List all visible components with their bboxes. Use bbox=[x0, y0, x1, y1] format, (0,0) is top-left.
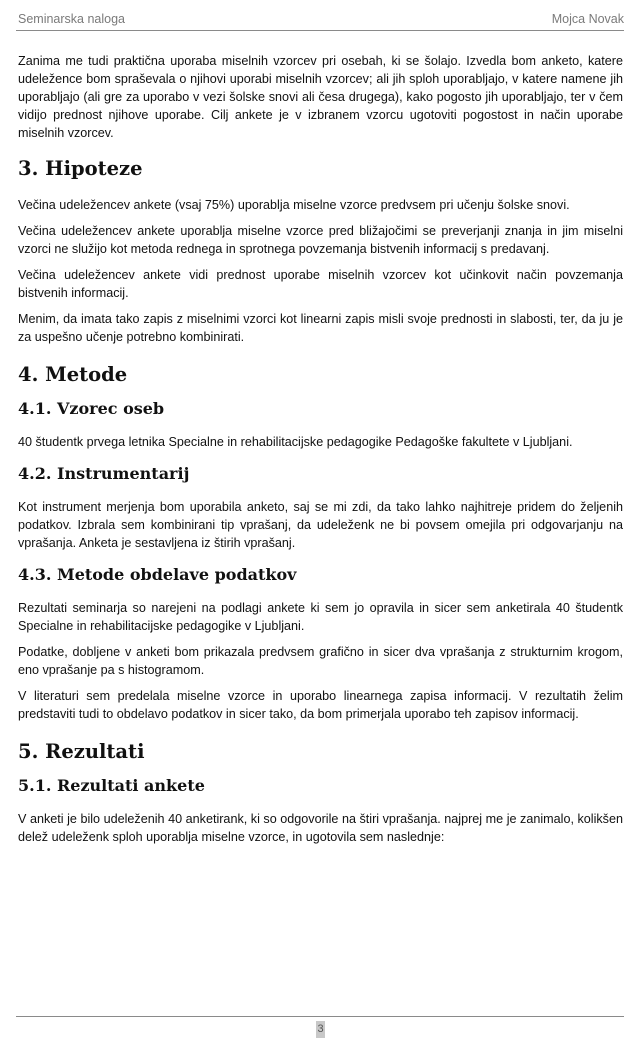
paragraph: Rezultati seminarja so narejeni na podlagi ankete ki sem jo opravila in sicer sem anketirala 40 študentk Specialne in rehabilitacijske pedagogike v Ljubljani. bbox=[18, 601, 623, 633]
document-body bbox=[18, 52, 623, 854]
subsection-heading-vzorec-oseb: 4.1. Vzorec oseb bbox=[18, 399, 165, 418]
page-number: 3 bbox=[316, 1021, 325, 1038]
paragraph: Menim, da imata tako zapis z miselnimi vzorci kot linearni zapis misli svoje prednosti in slabosti, ter, da ju je za uspešno učenje potrebno kombinirati. bbox=[18, 312, 623, 344]
paragraph: 40 študentk prvega letnika Specialne in rehabilitacijske pedagogike Pedagoške fakultete v Ljubljani. bbox=[18, 435, 573, 449]
section-heading-hipoteze: 3. Hipoteze bbox=[18, 157, 143, 180]
paragraph: Večina udeležencev ankete (vsaj 75%) uporablja miselne vzorce predvsem pri učenju šolske snovi. bbox=[18, 198, 570, 212]
paragraph: V anketi je bilo udeleženih 40 anketirank, ki so odgovorile na štiri vprašanja. najprej me je zanimalo, kolikšen delež udeleženk sploh uporablja miselne vzorce, in ugotovila sem naslednje: bbox=[18, 812, 623, 844]
paragraph: Podatke, dobljene v anketi bom prikazala predvsem grafično in sicer dva vprašanja z strukturnim krogom, eno vprašanje pa s histogramom. bbox=[18, 645, 623, 677]
section-heading-rezultati: 5. Rezultati bbox=[18, 740, 145, 763]
paragraph: Kot instrument merjenja bom uporabila anketo, saj se mi zdi, da tako lahko najhitreje pridem do željenih podatkov. Izbrala sem kombinirani tip vprašanj, da udeleženk ne bi povsem omejila pri odgovarjanju na vprašanja. Anketa je sestavljena iz štirih vprašanj. bbox=[18, 500, 623, 550]
subsection-heading-metode-obdelave: 4.3. Metode obdelave podatkov bbox=[18, 565, 297, 584]
paragraph: Večina udeležencev ankete uporablja miselne vzorce pred bližajočimi se preverjanji znanja in jim miselni vzorci ne služijo kot metoda rednega in sprotnega povzemanja bistvenih informacij s predavanj. bbox=[18, 224, 623, 256]
page-header bbox=[16, 10, 624, 31]
subsection-heading-instrumentarij: 4.2. Instrumentarij bbox=[18, 464, 190, 483]
footer-divider bbox=[16, 1016, 624, 1017]
subsection-heading-rezultati-ankete: 5.1. Rezultati ankete bbox=[18, 776, 205, 795]
intro-paragraph: Zanima me tudi praktična uporaba miselnih vzorcev pri osebah, ki se šolajo. Izvedla bom anketo, katere udeležence bom spraševala o njihovi uporabi miselnih vzorcev; ali jih sploh uporabljajo, v katere namene jih uporabljajo (ali gre za uporabo v vezi šolske snovi ali česa drugega), kako pogosto jih uporabljajo, ter v čem vidijo prednost njihove uporabe. Cilj ankete je v izbranem vzorcu ugotoviti pogostost in način uporabe miselnih vzorcev. bbox=[18, 54, 623, 140]
header-title: Seminarska naloga bbox=[18, 12, 126, 26]
section-heading-metode: 4. Metode bbox=[18, 363, 128, 386]
paragraph: Večina udeležencev ankete vidi prednost uporabe miselnih vzorcev kot učinkovit način povzemanja bistvenih informacij. bbox=[18, 268, 623, 300]
paragraph: V literaturi sem predelala miselne vzorce in uporabo linearnega zapisa informacij. V rezultatih želim predstaviti tudi to obdelavo podatkov in sicer tako, da bom primerjala uporabo teh zapisov informacij. bbox=[18, 689, 623, 721]
header-author: Mojca Novak bbox=[551, 12, 624, 26]
